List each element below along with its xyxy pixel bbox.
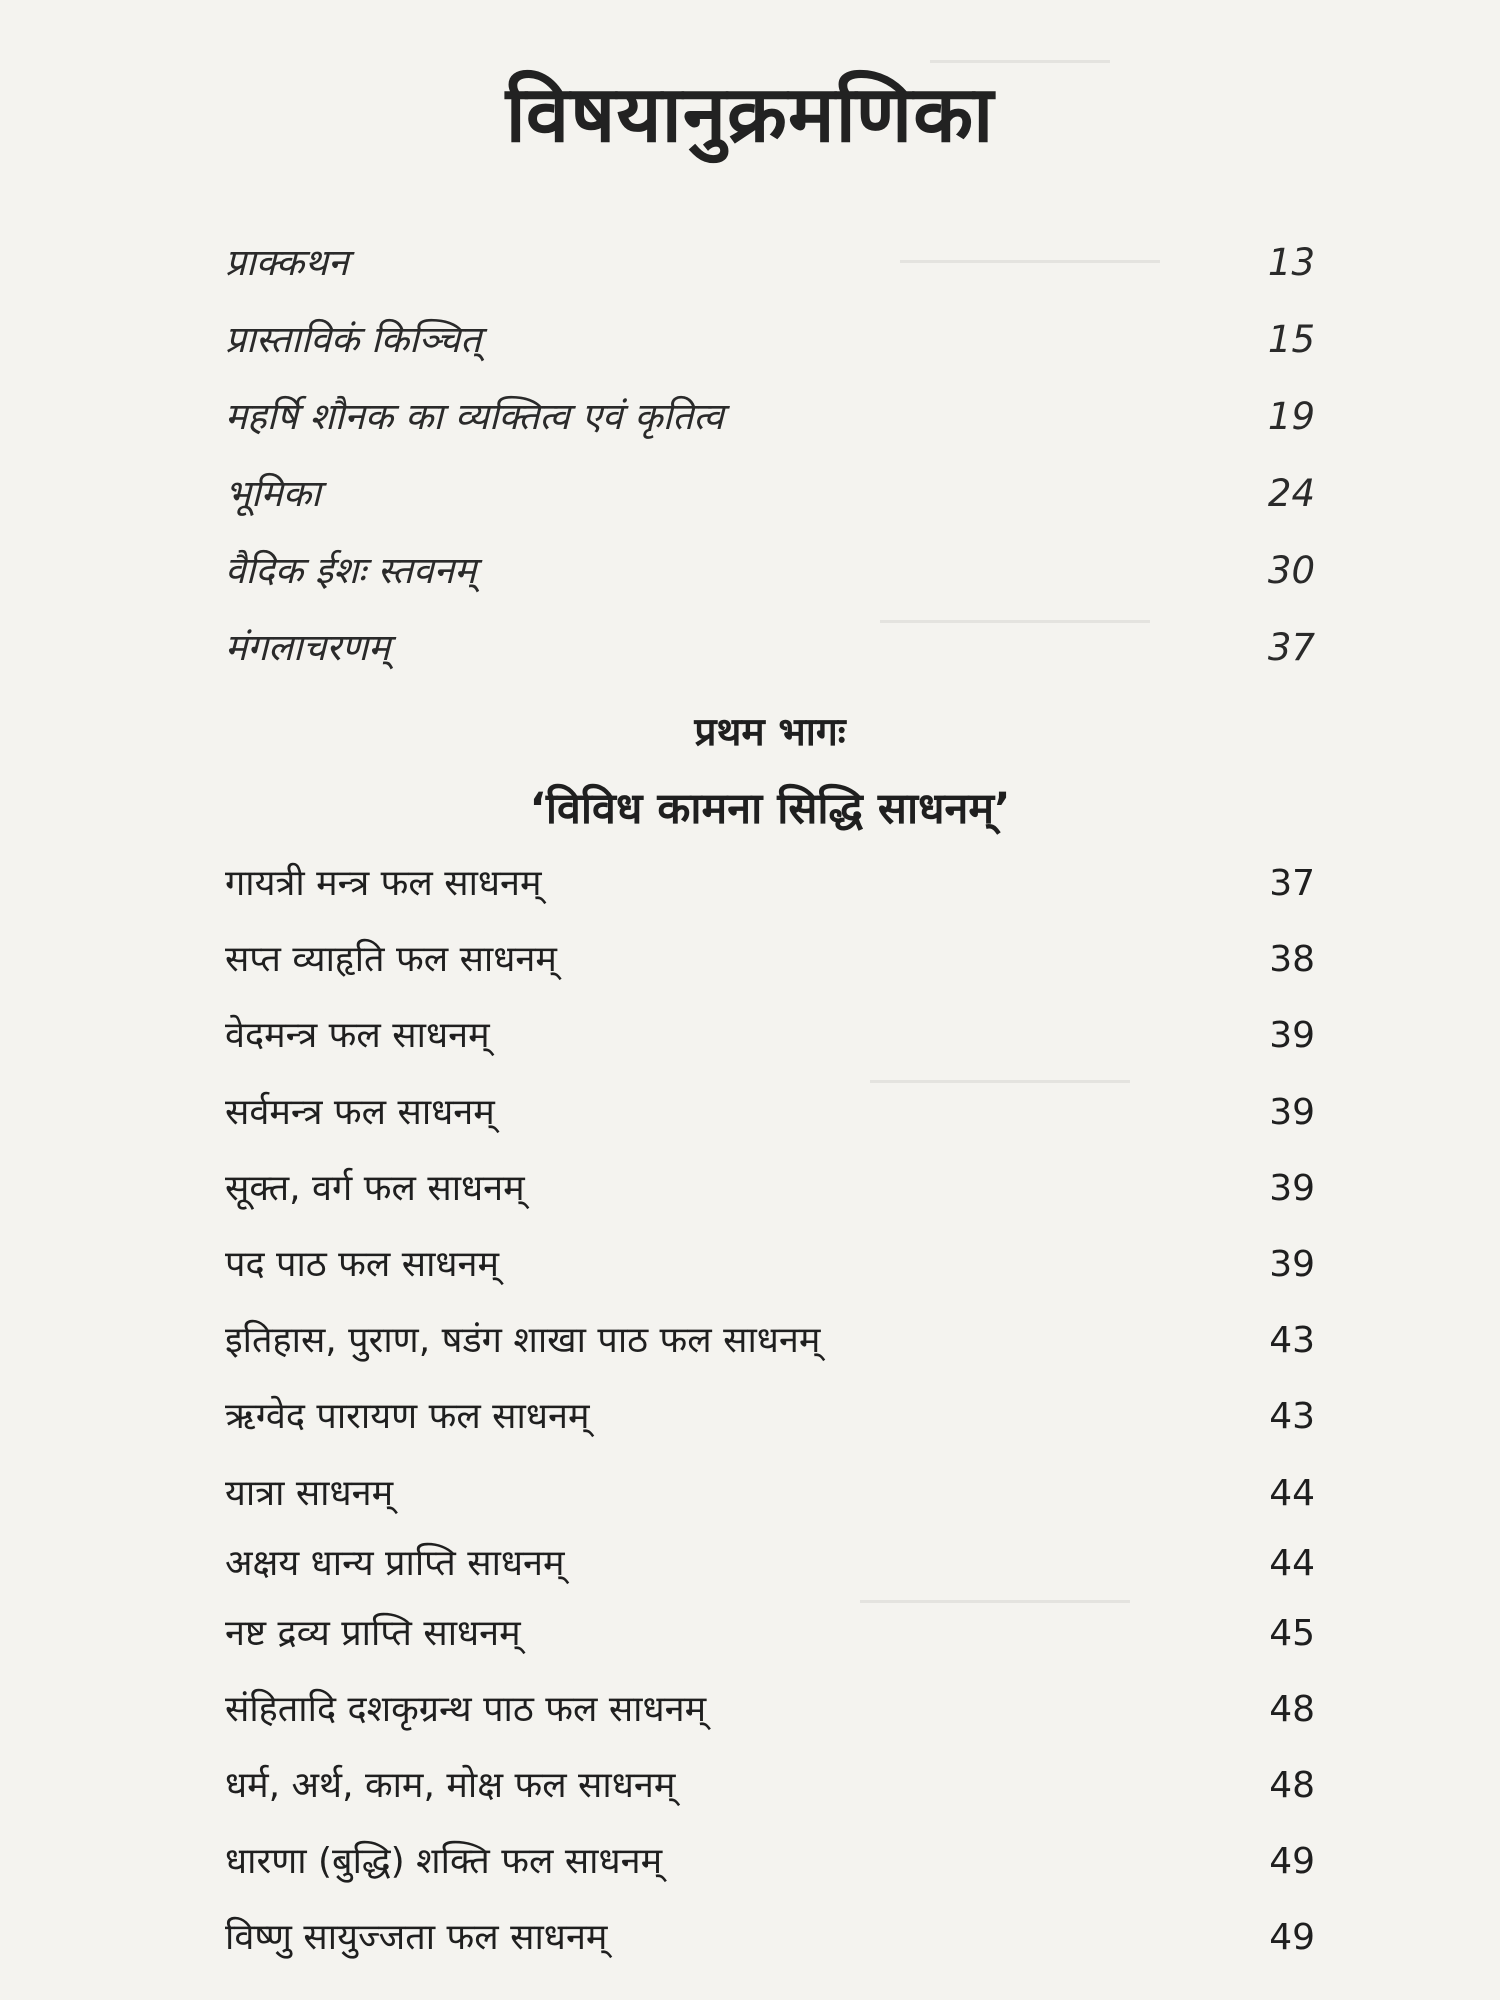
toc-entry-page: 30: [1267, 549, 1315, 592]
toc-entry-page: 39: [1269, 1015, 1315, 1057]
toc-entry-label: पद पाठ फल साधनम्: [225, 1243, 500, 1285]
toc-entry[interactable]: [225, 1759, 1315, 1835]
toc-entry-page: 44: [1269, 1542, 1315, 1584]
toc-entry-page: 39: [1269, 1091, 1315, 1133]
page-title: विषयानुक्रमणिका: [505, 70, 995, 160]
toc-entry[interactable]: [225, 1162, 1315, 1238]
toc-entry-page: 43: [1269, 1396, 1315, 1438]
toc-entry-label: सर्वमन्त्र फल साधनम्: [225, 1091, 495, 1133]
toc-entry-label: वेदमन्त्र फल साधनम्: [225, 1015, 490, 1057]
toc-entry-label: अक्षय धान्य प्राप्ति साधनम्: [225, 1542, 565, 1584]
toc-entry-page: 44: [1269, 1472, 1315, 1514]
toc-entry-label: नष्ट द्रव्य प्राप्ति साधनम्: [225, 1612, 521, 1654]
toc-entry[interactable]: [225, 1467, 1315, 1537]
toc-entry-page: 49: [1269, 1917, 1315, 1959]
toc-entry-page: 24: [1267, 472, 1315, 515]
toc-entry-page: 39: [1269, 1167, 1315, 1209]
table-of-contents: [225, 235, 1315, 1987]
toc-entry[interactable]: [225, 620, 1315, 697]
toc-entry-page: 45: [1269, 1612, 1315, 1654]
toc-entry-label: प्राक्कथन: [225, 241, 349, 284]
section-header: [225, 697, 1315, 857]
toc-entry-label: सप्त व्याहृति फल साधनम्: [225, 939, 557, 981]
toc-entry-label: यात्रा साधनम्: [225, 1472, 394, 1514]
toc-entry[interactable]: [225, 1683, 1315, 1759]
toc-entry[interactable]: [225, 1835, 1315, 1911]
toc-entry[interactable]: [225, 543, 1315, 620]
toc-entry-label: वैदिक ईशः स्तवनम्: [225, 549, 477, 592]
toc-entry-label: सूक्त, वर्ग फल साधनम्: [225, 1167, 525, 1209]
toc-entry-label: मंगलाचरणम्: [225, 626, 391, 669]
toc-entry-page: 37: [1269, 863, 1315, 904]
toc-entry-label: धारणा (बुद्धि) शक्ति फल साधनम्: [225, 1841, 663, 1883]
toc-entry[interactable]: [225, 857, 1315, 933]
toc-entry-page: 19: [1267, 395, 1315, 438]
toc-entry[interactable]: [225, 1390, 1315, 1466]
toc-entry-label: ऋग्वेद पारायण फल साधनम्: [225, 1396, 590, 1438]
toc-entry-label: धर्म, अर्थ, काम, मोक्ष फल साधनम्: [225, 1764, 676, 1806]
toc-entry[interactable]: [225, 1086, 1315, 1162]
toc-entry[interactable]: [225, 1911, 1315, 1987]
toc-entry[interactable]: [225, 1537, 1315, 1607]
toc-entry[interactable]: [225, 1238, 1315, 1314]
section-subheading: ‘विविध कामना सिद्धि साधनम्’: [529, 784, 1011, 834]
toc-entry-label: गायत्री मन्त्र फल साधनम्: [225, 863, 542, 904]
toc-entry-page: 15: [1267, 318, 1315, 361]
toc-entry-page: 49: [1269, 1841, 1315, 1883]
toc-entry-label: प्रास्ताविकं किञ्चित्: [225, 318, 482, 361]
toc-entry[interactable]: [225, 312, 1315, 389]
toc-entry-page: 48: [1269, 1764, 1315, 1806]
toc-entry[interactable]: [225, 1607, 1315, 1683]
toc-entry-page: 39: [1269, 1243, 1315, 1285]
toc-entry-label: महर्षि शौनक का व्यक्तित्व एवं कृतित्व: [225, 395, 724, 438]
toc-entry-page: 48: [1269, 1688, 1315, 1730]
toc-entry-label: इतिहास, पुराण, षडंग शाखा पाठ फल साधनम्: [225, 1320, 821, 1362]
toc-entry[interactable]: [225, 235, 1315, 312]
toc-entry-page: 37: [1267, 626, 1315, 669]
section-heading: प्रथम भागः: [694, 710, 846, 755]
toc-entry[interactable]: [225, 389, 1315, 466]
toc-entry[interactable]: [225, 1009, 1315, 1085]
toc-entry-label: भूमिका: [225, 472, 321, 515]
toc-entry-label: संहितादि दशकृग्रन्थ पाठ फल साधनम्: [225, 1688, 707, 1730]
toc-entry[interactable]: [225, 933, 1315, 1009]
toc-entry-label: विष्णु सायुज्जता फल साधनम्: [225, 1917, 608, 1959]
toc-entry[interactable]: [225, 466, 1315, 543]
toc-entry[interactable]: [225, 1314, 1315, 1390]
toc-entry-page: 43: [1269, 1320, 1315, 1362]
toc-entry-page: 38: [1269, 939, 1315, 981]
toc-entry-page: 13: [1267, 241, 1315, 284]
section-entries: [225, 857, 1315, 1987]
